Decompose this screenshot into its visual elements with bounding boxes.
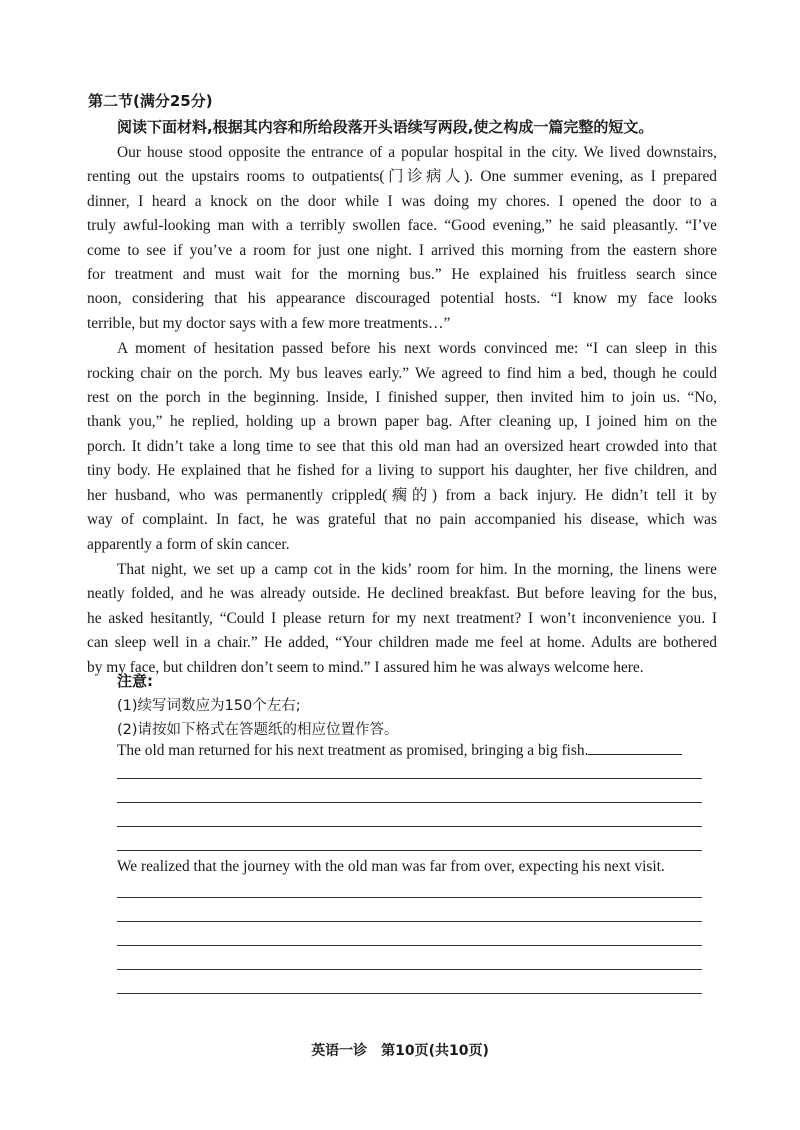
passage-line: noon, considering that his appearance discouraged potential hosts. “I know my face looks [87,290,717,308]
passage-line: apparently a form of skin cancer. [87,535,290,553]
task-instruction: 阅读下面材料,根据其内容和所给段落开头语续写两段,使之构成一篇完整的短文。 [117,118,654,136]
writing-line [117,897,702,898]
passage-line: for treatment and must wait for the morning bus.” He explained his fruitless search since [87,266,717,284]
paragraph-1 [87,141,717,336]
paragraph-2 [87,337,717,557]
passage-line: way of complaint. In fact, he was grateful that no pain accompanied his disease, which was [87,511,717,529]
writing-line [117,969,702,970]
passage-line: terrible, but my doctor says with a few more treatments…” [87,314,451,332]
passage-line: renting out the upstairs rooms to outpatients(门诊病人). One summer evening, as I prepared [87,168,717,186]
writing-line [117,778,702,779]
passage-line: thank you,” he replied, holding up a brown paper bag. After cleaning up, I joined him on the [87,413,717,431]
passage-line: porch. It didn’t take a long time to see that this old man had an oversized heart crowded into that [87,437,717,455]
page-footer: 英语一诊 第10页(共10页) [311,1043,489,1059]
writing-line [117,802,702,803]
writing-line [117,993,702,994]
writing-line [117,826,702,827]
passage-line: come to see if you’ve a room for just one night. I arrived this morning from the eastern shore [87,241,717,259]
paragraph-starter-2: We realized that the journey with the old man was far from over, expecting his next visit. [117,858,665,875]
passage-line: neatly folded, and he was already outside. He declined breakfast. But before leaving for the bus, [87,585,717,603]
starter-text: The old man returned for his next treatment as promised, bringing a big fish. [117,742,589,759]
reading-passage [87,141,717,680]
starter-blank [588,740,682,755]
passage-line: dinner, I heard a knock on the door while I was doing my chores. I opened the door to a [87,192,717,210]
passage-line: can sleep well in a chair.” He added, “Your children made me feel at home. Adults are bothered [87,634,717,652]
passage-line: truly awful-looking man with a terribly swollen face. “Good evening,” he said pleasantly. “I’ve [87,217,717,235]
passage-line: Our house stood opposite the entrance of a popular hospital in the city. We lived downstairs, [117,144,717,161]
passage-line: That night, we set up a camp cot in the kids’ room for him. In the morning, the linens were [117,560,717,578]
note-item: (1)续写词数应为150个左右; [117,698,301,714]
writing-line [117,945,702,946]
note-item: (2)请按如下格式在答题纸的相应位置作答。 [117,722,399,738]
passage-line: rest on the porch in the beginning. Inside, I finished supper, then invited him to join us. “No, [87,389,717,407]
notes-title: 注意: [117,672,153,690]
writing-line [117,921,702,922]
passage-line: tiny body. He explained that he fished for a living to support his daughter, her five children, and [87,462,717,480]
section-title: 第二节(满分25分) [88,92,213,110]
passage-line: by my face, but children don’t seem to mind.” I assured him he was always welcome here. [87,658,644,676]
paragraph-3 [87,558,717,680]
passage-line: A moment of hesitation passed before his next words convinced me: “I can sleep in this [117,340,717,358]
passage-line: her husband, who was permanently crippled(瘸的) from a back injury. He didn’t tell it by [87,486,717,504]
passage-line: he asked hesitantly, “Could I please return for my next treatment? I won’t inconvenience you. I [87,609,717,627]
passage-line: rocking chair on the porch. My bus leaves early.” We agreed to find him a bed, though he could [87,364,717,382]
writing-line [117,850,702,851]
paragraph-starter-1 [117,740,682,760]
